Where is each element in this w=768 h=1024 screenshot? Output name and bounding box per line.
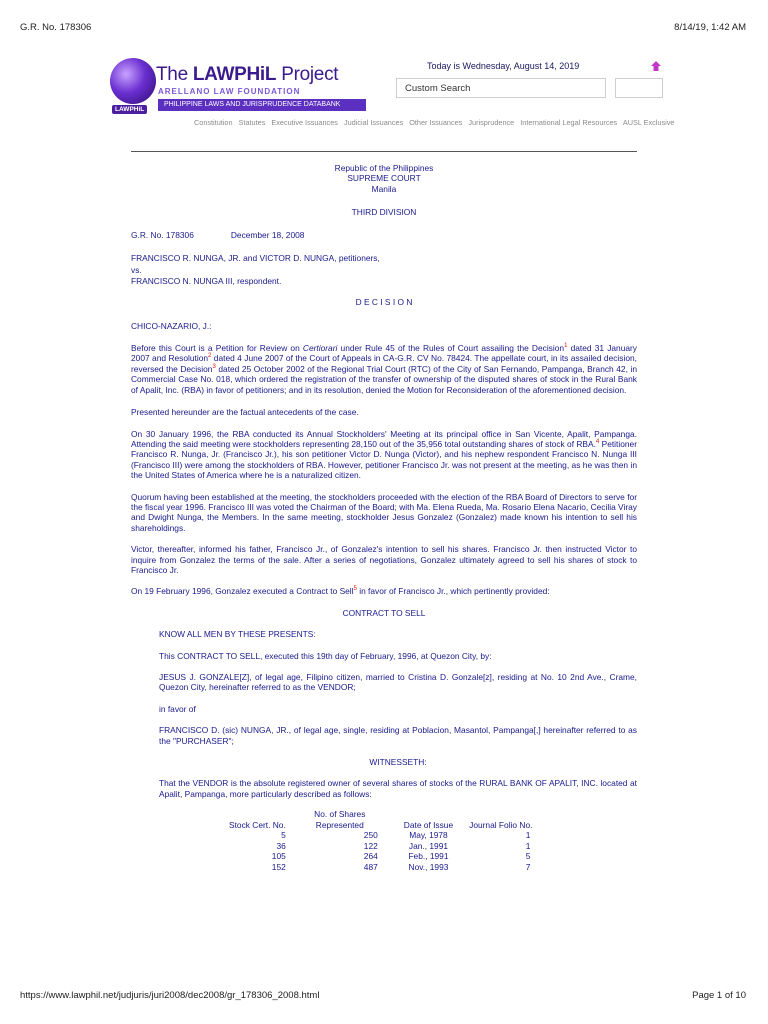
table-row <box>221 862 540 873</box>
cell-date: Jan., 1991 <box>408 840 449 851</box>
footnote-2[interactable]: 2 <box>208 353 212 360</box>
col-stock-cert: Stock Cert. No. <box>229 819 286 830</box>
search-input[interactable]: Custom Search <box>396 78 606 98</box>
lawphil-banner[interactable] <box>106 56 366 116</box>
court-manila: Manila <box>371 183 397 194</box>
stock-table <box>221 809 540 872</box>
paragraph-4: Quorum having been established at the meeting, the stockholders proceeded with the election of the RBA Board of Directors to serve for the fiscal year 1996. Francisco III was voted the Chairman of the Board; with Ma. Elena Rueda, Ma. Rosario Elena Nacario, Cecilia Viray and Dwight Nunga, the Members. In the same meeting, stockholder Jesus Gonzalez (Gonzalez) made known his intention to sell his shareholdings. <box>131 491 637 533</box>
cell-cert: 5 <box>281 830 286 841</box>
paragraph-1: Before this Court is a Petition for Review on Certiorari under Rule 45 of the Rules of Court assailing the Decision$^1$ dated 31 January 2007 and Resolution$^2$ dated 4 June 2007 of the Court of Appeals in CA-G.R. CV No. 78424. The appellate court, in its assailed decision, reversed the Decision$^3$ dated 25 October 2002 of the Regional Trial Court (RTC) of the City of San Fernando, Pampanga, Branch 42, in Commercial Case No. 018, which ordered the registration of the transfer of ownership of the disputed shares of stock in the Rural Bank of Apalit, Inc. (RBA) in favor of petitioners; and in its resolution, denied the Motion for Reconsideration of the aforementioned decision. <box>131 343 637 395</box>
col-journal-folio: Journal Folio No. <box>469 819 533 830</box>
decision-date: December 18, 2008 <box>230 229 305 240</box>
cell-folio: 7 <box>525 861 531 872</box>
cell-folio: 1 <box>525 830 531 841</box>
cell-shares: 122 <box>363 840 378 851</box>
brand-prefix: The <box>156 64 193 85</box>
cell-date: Feb., 1991 <box>408 851 449 862</box>
cell-shares: 250 <box>363 830 378 841</box>
cell-cert: 152 <box>271 861 286 872</box>
logo-label: LAWPHiL <box>112 105 147 114</box>
top-nav <box>194 118 678 127</box>
databank-bar: PHILIPPINE LAWS AND JURISPRUDENCE DATABANK <box>158 99 366 111</box>
nav-jurisprudence[interactable]: Jurisprudence <box>468 118 515 127</box>
paragraph-2: Presented hereunder are the factual antecedents of the case. <box>131 407 359 418</box>
brand-strong: LAWPHiL <box>192 64 277 85</box>
court-republic: Republic of the Philippines <box>334 163 434 173</box>
today-date: Today is Wednesday, August 14, 2019 <box>427 61 580 71</box>
footnote-4[interactable]: 4 <box>595 439 600 446</box>
print-datetime: 8/14/19, 1:42 AM <box>674 22 746 33</box>
vendor-clause: JESUS J. GONZALE[Z], of legal age, Filipino citizen, married to Cristina D. Gonzale[z], residing at No. 10 2nd Ave., Crame, Quezon City, hereinafter referred to as the VENDOR; <box>159 672 637 693</box>
case-number-line <box>131 230 637 240</box>
court-supreme: SUPREME COURT <box>347 173 421 184</box>
owner-clause: That the VENDOR is the absolute registered owner of several shares of stocks of the RURAL BANK OF APALIT, INC. located at Apalit, Pampanga, more particularly described as follows: <box>159 778 637 799</box>
paragraph-5: Victor, thereafter, informed his father, Francisco Jr., of Gonzalez's intention to sell his shares. Francisco Jr. then instructed Victor to inquire from Gonzalez the terms of the sale. After a series of negotiations, Gonzalez ultimately agreed to sell his shares of stock to Francisco Jr. <box>131 544 637 575</box>
contract-title: CONTRACT TO SELL <box>342 607 426 618</box>
footnote-3[interactable]: 3 <box>212 364 216 371</box>
ponente: CHICO-NAZARIO, J.: <box>131 320 212 331</box>
cell-date: May, 1978 <box>409 830 448 841</box>
page-url[interactable]: https://www.lawphil.net/judjuris/juri2008/dec2008/gr_178306_2008.html <box>20 990 320 1001</box>
brand-suffix: Project <box>276 64 339 85</box>
court-heading <box>131 163 637 194</box>
header-divider <box>131 151 637 152</box>
purchaser-clause: FRANCISCO D. (sic) NUNGA, JR., of legal age, single, residing at Poblacion, Masantol, Pampanga[,] hereinafter referred to as the "PURCHASER"; <box>159 725 637 746</box>
know-all-men: KNOW ALL MEN BY THESE PRESENTS: <box>159 629 316 640</box>
col-no-of-shares: No. of Shares Represented <box>314 809 366 830</box>
brand-title <box>156 64 338 86</box>
nav-statutes[interactable]: Statutes <box>238 118 266 127</box>
cell-cert: 36 <box>276 840 286 851</box>
nav-international-legal-resources[interactable]: International Legal Resources <box>520 118 618 127</box>
cell-folio: 5 <box>525 851 531 862</box>
page-counter: Page 1 of 10 <box>692 990 746 1001</box>
table-row <box>221 841 540 852</box>
col-date-of-issue: Date of Issue <box>403 819 454 830</box>
cell-shares: 487 <box>363 861 378 872</box>
petitioners: FRANCISCO R. NUNGA, JR. and VICTOR D. NUNGA, petitioners, <box>131 253 380 264</box>
nav-executive-issuances[interactable]: Executive Issuances <box>271 118 338 127</box>
decision-heading: D E C I S I O N <box>355 297 413 308</box>
table-row <box>221 830 540 841</box>
foundation-name: ARELLANO LAW FOUNDATION <box>158 87 301 96</box>
search-button[interactable] <box>615 78 663 98</box>
footnote-1[interactable]: 1 <box>564 343 568 350</box>
decision-document <box>131 163 637 872</box>
respondent: FRANCISCO N. NUNGA III, respondent. <box>131 275 282 286</box>
print-title: G.R. No. 178306 <box>20 22 92 33</box>
paragraph-3: On 30 January 1996, the RBA conducted its Annual Stockholders' Meeting at its principal office in San Vicente, Apalit, Pampanga. Attending the said meeting were stockholders representing 28,150 out of the 35,956 total outstanding shares of stock of RBA.$^4$ Petitioner Francisco R. Nunga, Jr. (Francisco Jr.), his son petitioner Victor D. Nunga (Victor), and his nephew respondent Francisco N. Nunga III (Francisco III) were among the stockholders of RBA. However, petitioner Francisco Jr. was not present at the meeting, as he was then in the United States of America where he is a naturalized citizen. <box>131 428 637 481</box>
cell-folio: 1 <box>525 840 531 851</box>
certiorari-term: Certiorari <box>302 343 338 354</box>
nav-other-issuances[interactable]: Other Issuances <box>409 118 463 127</box>
paragraph-6: On 19 February 1996, Gonzalez executed a Contract to Sell$^5$ in favor of Francisco Jr., which pertinently provided: <box>131 586 550 597</box>
in-favor-of: in favor of <box>159 703 196 714</box>
contract-executed: This CONTRACT TO SELL, executed this 19th day of February, 1996, at Quezon City, by: <box>159 650 492 661</box>
gr-number: G.R. No. 178306 <box>131 229 194 240</box>
home-arrow-icon[interactable] <box>650 60 662 72</box>
lawphil-globe-logo <box>110 58 156 113</box>
cell-shares: 264 <box>363 851 378 862</box>
contract-block <box>159 629 637 872</box>
division: THIRD DIVISION <box>351 207 417 218</box>
witnesseth: WITNESSETH: <box>369 757 427 768</box>
nav-constitution[interactable]: Constitution <box>194 118 233 127</box>
cell-cert: 105 <box>271 851 286 862</box>
nav-judicial-issuances[interactable]: Judicial Issuances <box>343 118 404 127</box>
table-row <box>221 851 540 862</box>
versus: vs. <box>131 265 142 276</box>
nav-ausl-exclusive[interactable]: AUSL Exclusive <box>622 118 675 127</box>
footnote-5[interactable]: 5 <box>353 586 357 593</box>
stock-table-header <box>221 809 540 830</box>
cell-date: Nov., 1993 <box>408 861 449 872</box>
